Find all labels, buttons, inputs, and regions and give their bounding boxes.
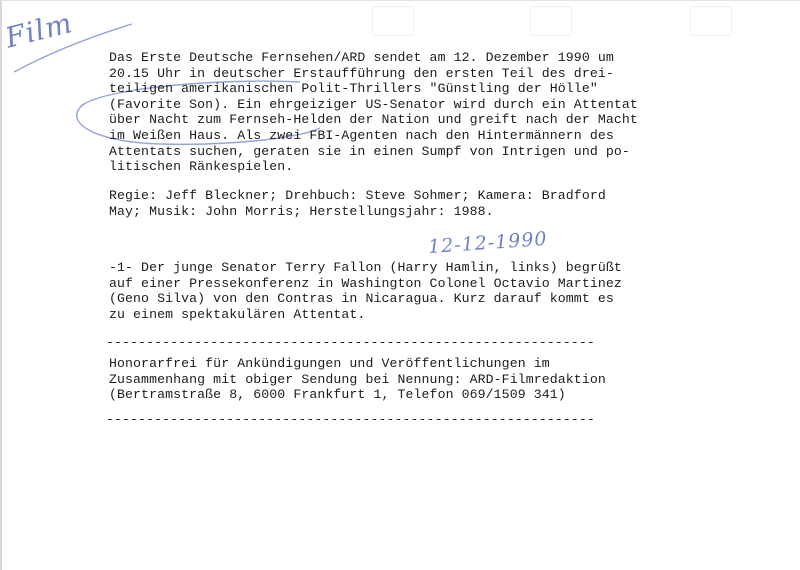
production-credits bbox=[109, 188, 649, 219]
description-line: teiligen amerikanischen Polit-Thrillers "Günstling der Hölle" bbox=[109, 81, 598, 97]
caption-line: -1- Der junge Senator Terry Fallon (Harry Hamlin, links) begrüßt bbox=[109, 260, 622, 275]
notice-line: (Bertramstraße 8, 6000 Frankfurt 1, Telefon 069/1509 341) bbox=[109, 387, 566, 403]
handwritten-film-note: Film bbox=[2, 6, 76, 55]
photo-caption bbox=[109, 260, 649, 322]
description-line: im Weißen Haus. Als zwei FBI-Agenten nach den Hintermännern des bbox=[109, 127, 614, 143]
credits-line: May; Musik: John Morris; Herstellungsjahr: 1988. bbox=[109, 203, 494, 219]
handwritten-date-note: 12-12-1990 bbox=[427, 227, 549, 259]
description-line: (Favorite Son). Ein ehrgeiziger US-Senator wird durch ein Attentat bbox=[109, 96, 638, 112]
description-line: 20.15 Uhr in deutscher Erstaufführung den ersten Teil des drei- bbox=[109, 65, 614, 81]
description-line: litischen Ränkespielen. bbox=[109, 159, 294, 175]
program-description bbox=[109, 50, 649, 175]
notice-line: Zusammenhang mit obiger Sendung bei Nennung: ARD-Filmredaktion bbox=[109, 371, 606, 387]
description-line: Attentats suchen, geraten sie in einen Sumpf von Intrigen und po- bbox=[109, 143, 630, 159]
dashed-separator: ------------------------------------------------------------- bbox=[106, 335, 595, 350]
caption-line: auf einer Pressekonferenz in Washington Colonel Octavio Martinez bbox=[109, 275, 622, 291]
description-line: über Nacht zum Fernseh-Helden der Nation und greift nach der Macht bbox=[109, 112, 638, 128]
credits-line: Regie: Jeff Bleckner; Drehbuch: Steve Sohmer; Kamera: Bradford bbox=[109, 188, 606, 203]
faint-stamp-mark bbox=[690, 6, 732, 36]
dashed-separator: ------------------------------------------------------------- bbox=[106, 412, 595, 427]
usage-notice bbox=[109, 356, 649, 403]
caption-line: zu einem spektakulären Attentat. bbox=[109, 306, 366, 322]
faint-stamp-mark bbox=[372, 6, 414, 36]
caption-line: (Geno Silva) von den Contras in Nicaragua. Kurz darauf kommt es bbox=[109, 291, 614, 307]
description-line: Das Erste Deutsche Fernsehen/ARD sendet am 12. Dezember 1990 um bbox=[109, 50, 614, 65]
faint-stamp-mark bbox=[530, 6, 572, 36]
notice-line: Honorarfrei für Ankündigungen und Veröffentlichungen im bbox=[109, 356, 550, 371]
